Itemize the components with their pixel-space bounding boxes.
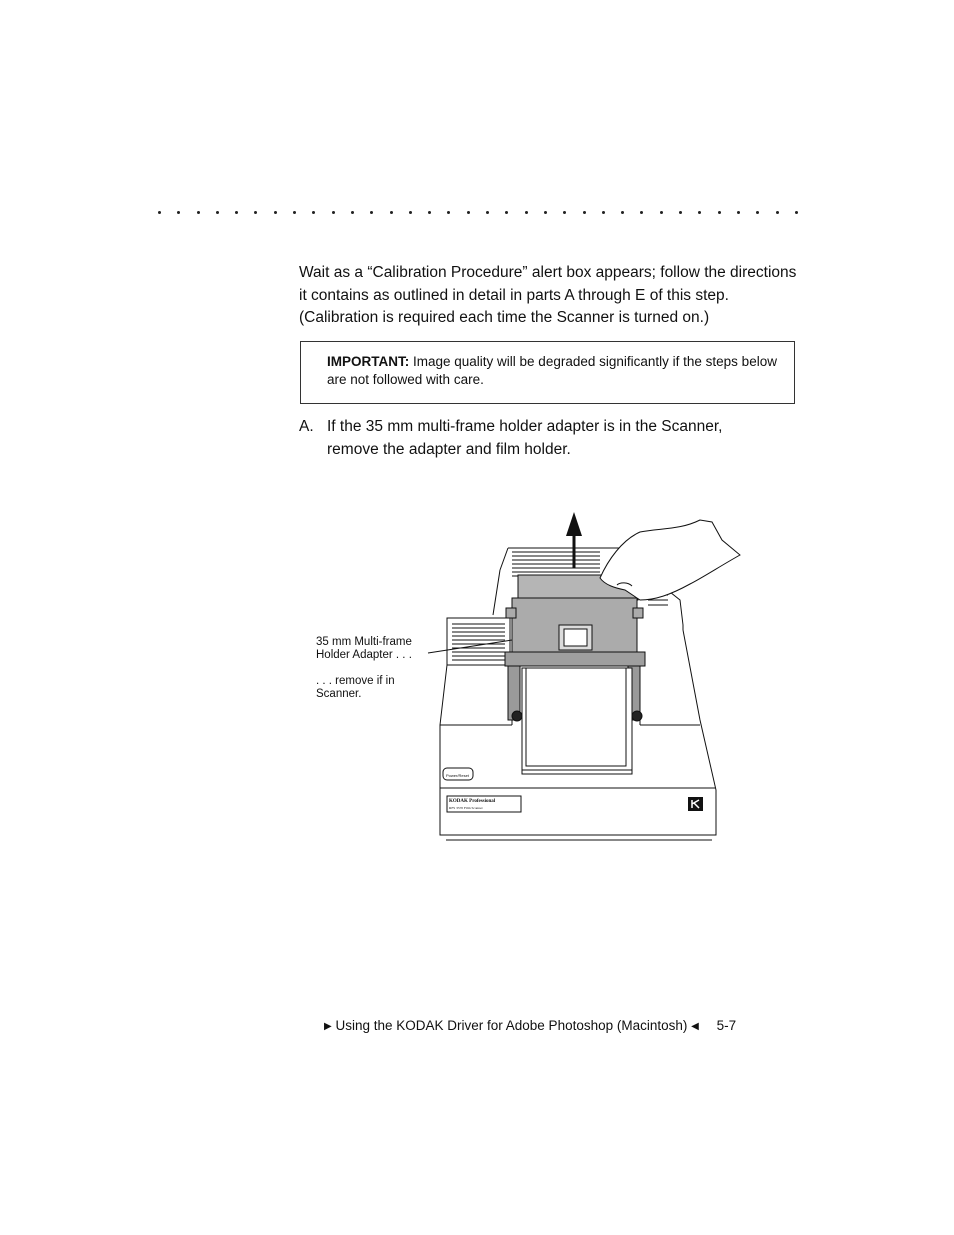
scanner-illustration bbox=[420, 500, 750, 845]
triangle-left-icon: ◀ bbox=[691, 1021, 699, 1032]
important-text: Image quality will be degraded significantly if the steps below are not followed with care. bbox=[327, 354, 777, 387]
kodak-logo-icon bbox=[688, 797, 703, 811]
callout-remove: . . . remove if in Scanner. bbox=[316, 675, 395, 700]
intro-paragraph: Wait as a “Calibration Procedure” alert box appears; follow the directions it contains as outlined in detail in parts A through E of this step. (Calibration is required each time the Scanner is turned on.) bbox=[299, 264, 797, 326]
page-number: 5-7 bbox=[716, 1018, 737, 1033]
important-note-box bbox=[300, 341, 795, 404]
model-label: RFS 3570 Film Scanner bbox=[449, 806, 483, 810]
step-text: If the 35 mm multi-frame holder adapter is in the Scanner, remove the adapter and film holder. bbox=[327, 418, 723, 458]
page-footer bbox=[324, 1017, 804, 1036]
step-letter: A. bbox=[299, 418, 314, 435]
important-note bbox=[327, 353, 777, 389]
power-button-label: Power/Reset bbox=[446, 773, 469, 778]
triangle-right-icon: ▶ bbox=[324, 1021, 332, 1032]
brand-label: KODAK Professional bbox=[449, 799, 496, 804]
callout-adapter: 35 mm Multi-frame Holder Adapter . . . bbox=[316, 636, 412, 661]
important-label: IMPORTANT: bbox=[327, 354, 410, 369]
footer-text: Using the KODAK Driver for Adobe Photoshop (Macintosh) bbox=[335, 1018, 688, 1033]
section-dot-rule bbox=[158, 205, 798, 219]
